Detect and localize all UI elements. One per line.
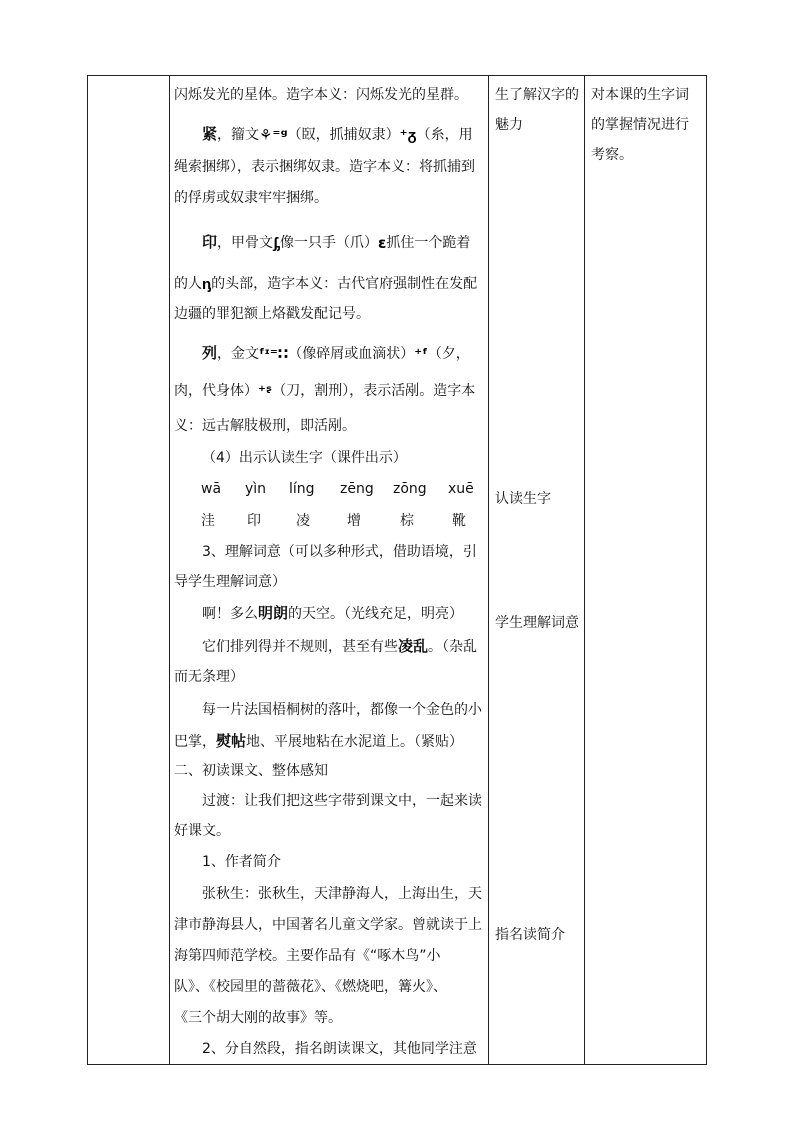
pinyin: wā bbox=[201, 481, 222, 497]
ancient-glyph-icon: ⁺ᶳ bbox=[258, 382, 273, 400]
character-lie-line: 列，金文ᶠᶦ⁼∷（像碎屑或血滴状）⁺ᶠ（夕， bbox=[202, 344, 470, 363]
ancient-glyph-icon: ⚘⁼ᵍ bbox=[259, 126, 288, 144]
text-line: 闪烁发光的星体。造字本义：闪烁发光的星群。 bbox=[174, 87, 468, 103]
text-line: 津市静海县人，中国著名儿童文学家。曾就读于上 bbox=[174, 917, 482, 933]
text-line: 海第四师范学校。主要作品有《“啄木鸟”小 bbox=[174, 948, 441, 964]
new-character: 靴 bbox=[452, 513, 466, 529]
text-line: 边疆的罪犯额上烙戳发配记号。 bbox=[174, 306, 370, 322]
text-line: 张秋生：张秋生，天津静海人，上海出生，天 bbox=[202, 886, 482, 902]
ancient-glyph-icon: ᶇ bbox=[202, 275, 212, 293]
example-sentence: 啊！多么明朗的天空。（光线充足，明亮） bbox=[202, 604, 464, 622]
column-empty bbox=[88, 76, 169, 1064]
text-line: 巴掌，熨帖地、平展地粘在水泥道上。（紧贴） bbox=[174, 732, 464, 750]
new-character: 增 bbox=[347, 513, 361, 529]
text-line: 2、分自然段，指名朗读课文，其他同学注意 bbox=[202, 1041, 477, 1057]
section-heading: 二、初读课文、整体感知 bbox=[174, 763, 328, 779]
step-heading: （4）出示认读生字（课件出示） bbox=[202, 450, 407, 466]
assessment-note: 对本课的生字词 bbox=[591, 87, 689, 103]
character-row bbox=[170, 514, 488, 530]
pinyin: zēng bbox=[340, 481, 374, 497]
new-character: 凌 bbox=[296, 513, 310, 529]
pinyin: yìn bbox=[245, 481, 267, 497]
activity-note: 认读生字 bbox=[495, 491, 551, 507]
character-jin: 紧 bbox=[202, 125, 218, 143]
activity-note: 生了解汉字的 bbox=[495, 87, 579, 103]
text-line: 的俘虏或奴隶牢牢捆绑。 bbox=[174, 190, 328, 206]
keyword: 明朗 bbox=[258, 604, 289, 622]
lesson-plan-table bbox=[87, 75, 707, 1065]
subsection-heading: 1、作者简介 bbox=[202, 854, 281, 870]
character-jin-line: 紧，籀文⚘⁼ᵍ（臤，抓捕奴隶）⁺ᵹ（糸，用 bbox=[202, 125, 473, 144]
keyword: 凌乱 bbox=[398, 637, 429, 655]
text-line: 而无条理） bbox=[174, 669, 244, 685]
character-yin: 印 bbox=[202, 233, 218, 251]
character-lie: 列 bbox=[202, 344, 218, 362]
text-line: 的人ᶇ的头部，造字本义：古代官府强制性在发配 bbox=[174, 275, 478, 293]
keyword: 熨帖 bbox=[216, 732, 247, 750]
text-line: 肉，代身体）⁺ᶳ（刀，割刑），表示活剐。造字本 bbox=[174, 382, 476, 400]
example-sentence: 它们排列得并不规则，甚至有些凌乱。（杂乱 bbox=[202, 637, 478, 655]
assessment-column bbox=[585, 76, 706, 1064]
activity-note: 学生理解词意 bbox=[495, 615, 579, 631]
pinyin: líng bbox=[289, 481, 315, 497]
text-line: 《三个胡大刚的故事》等。 bbox=[174, 1010, 342, 1026]
assessment-note: 的掌握情况进行 bbox=[591, 117, 689, 133]
ancient-glyph-icon: ⁺ᵹ bbox=[399, 126, 417, 144]
text-line: 绳索捆绑），表示捆绑奴隶。造字本义：将抓捕到 bbox=[174, 159, 475, 175]
new-character: 棕 bbox=[400, 513, 414, 529]
ancient-glyph-icon: ɛ bbox=[378, 234, 387, 252]
teaching-content-column bbox=[170, 76, 488, 1064]
pinyin: zōng bbox=[393, 481, 427, 497]
ancient-glyph-icon: ᶋ bbox=[273, 234, 281, 252]
assessment-note: 考察。 bbox=[591, 147, 633, 163]
text-line: 3、理解词意（可以多种形式，借助语境，引 bbox=[202, 544, 477, 560]
text-line: 队》、《校园里的蔷薇花》、《燃烧吧，篝火》、 bbox=[174, 979, 447, 995]
character-yin-line: 印，甲骨文ᶋ像一只手（爪）ɛ抓住一个跪着 bbox=[202, 233, 471, 252]
new-character: 洼 bbox=[201, 513, 215, 529]
activity-note: 魅力 bbox=[495, 117, 523, 133]
text-line: 好课文。 bbox=[174, 823, 230, 839]
student-activity-column bbox=[489, 76, 584, 1064]
ancient-glyph-icon: ⁺ᶠ bbox=[414, 345, 428, 363]
activity-note: 指名读简介 bbox=[495, 927, 565, 943]
example-sentence: 每一片法国梧桐树的落叶，都像一个金色的小 bbox=[202, 702, 482, 718]
pinyin-row bbox=[170, 482, 488, 498]
new-character: 印 bbox=[247, 513, 261, 529]
ancient-glyph-icon: ᶠᶦ⁼∷ bbox=[259, 345, 289, 363]
pinyin: xuē bbox=[448, 481, 474, 497]
text-line: 导学生理解词意） bbox=[174, 574, 286, 590]
text-line: 过渡：让我们把这些字带到课文中，一起来读 bbox=[202, 793, 482, 809]
text-line: 义：远古解肢极刑，即活剐。 bbox=[174, 418, 356, 434]
